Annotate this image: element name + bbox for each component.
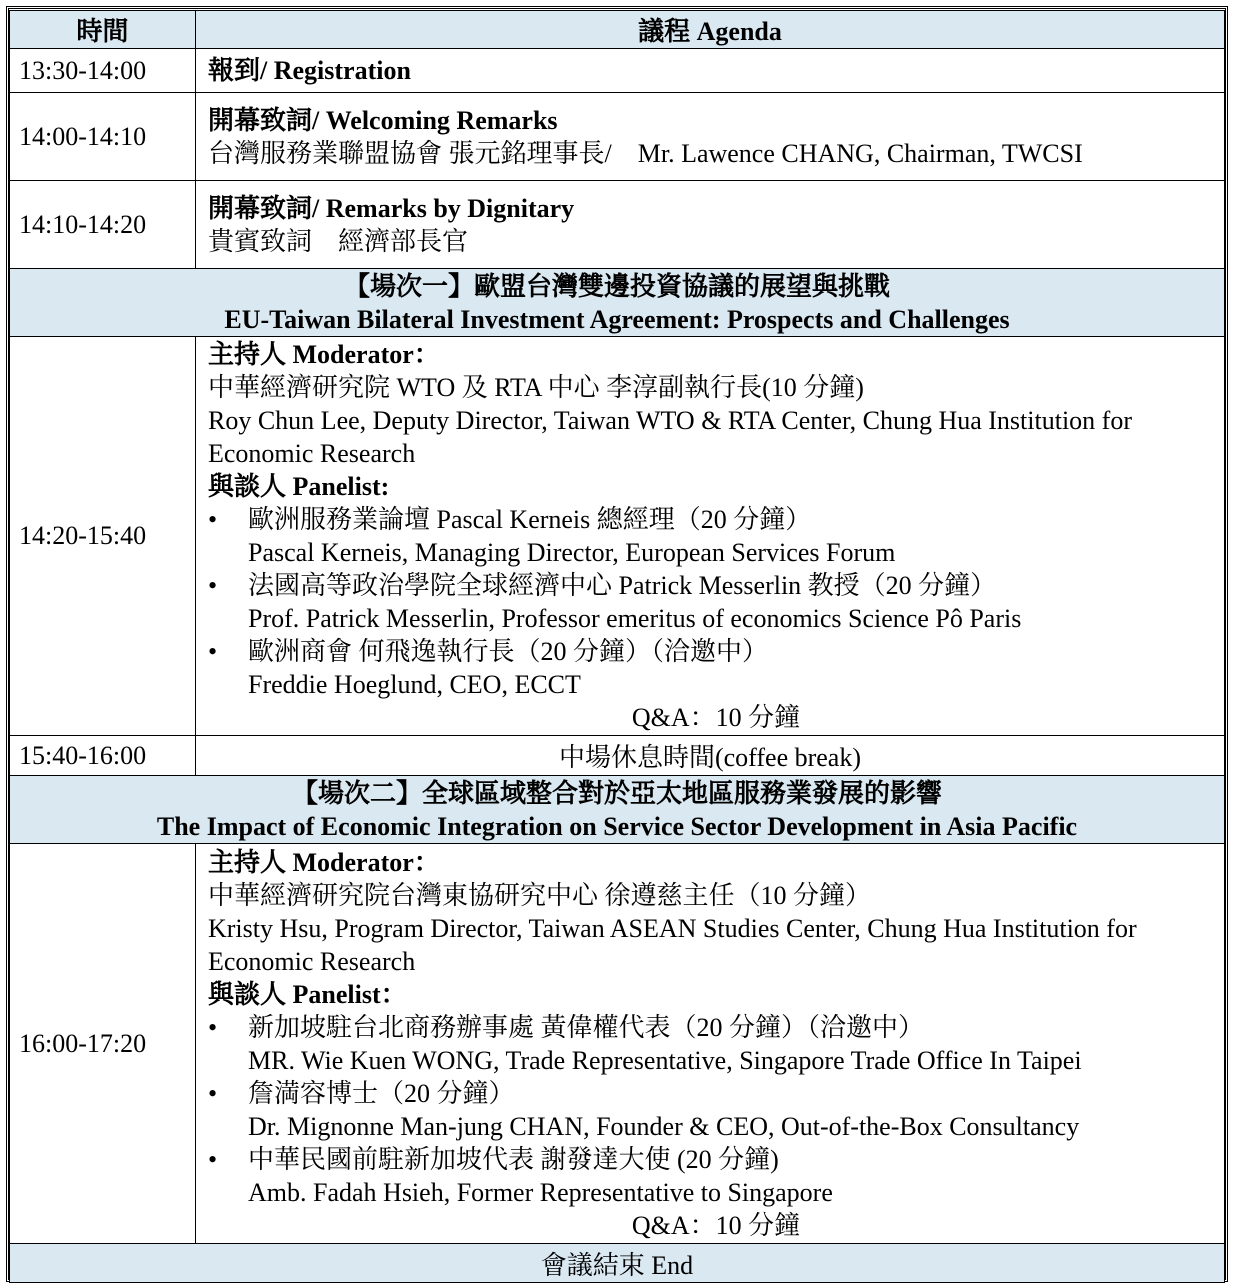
panelist-en: Prof. Patrick Messerlin, Professor emeritus of economics Science Pô Paris [248,604,1022,633]
time-cell: 14:10-14:20 [10,181,196,269]
session-1-row [10,337,1225,736]
end-row [10,1244,1225,1283]
qa-note: Q&A：10 分鐘 [631,1210,801,1240]
moderator-en: Roy Chun Lee, Deputy Director, Taiwan WTO & RTA Center, Chung Hua Institution for Economic Research [208,406,1132,468]
session-2-row [10,844,1225,1244]
moderator-zh: 中華經濟研究院 WTO 及 RTA 中心 李淳副執行長(10 分鐘) [208,373,864,402]
panelist-zh: 歐洲服務業論壇 Pascal Kerneis 總經理（20 分鐘） [248,505,812,534]
list-item [208,1143,1224,1209]
list-item [208,1011,1224,1077]
time-column-header: 時間 [10,11,196,49]
session-2-header-row [10,776,1225,844]
bullet-icon: • [208,571,218,600]
panelist-en: Amb. Fadah Hsieh, Former Representative to Singapore [248,1177,833,1207]
break-row [10,736,1225,776]
panelist-zh: 歐洲商會 何飛逸執行長（20 分鐘）（洽邀中） [248,637,769,666]
bullet-icon: • [208,505,218,534]
session-1-title-zh: 【場次一】歐盟台灣雙邊投資協議的展望與挑戰 [343,271,890,301]
panelist-label: 與談人 Panelist： [208,979,407,1009]
time-cell: 14:00-14:10 [10,93,196,181]
header-row [10,11,1225,49]
panelist-en: MR. Wie Kuen WONG, Trade Representative, Singapore Trade Office In Taipei [248,1045,1082,1075]
panelist-en: Freddie Hoeglund, CEO, ECCT [248,670,581,699]
table-row [10,49,1225,93]
agenda-item-title: 開幕致詞/ Welcoming Remarks [208,105,558,135]
panelist-list [208,503,1224,701]
bullet-icon: • [208,637,218,666]
agenda-item-detail: 貴賓致詞 經濟部長官 [208,226,469,256]
end-text: 會議結束 End [10,1244,1225,1283]
list-item [208,569,1224,635]
agenda-item-title: 開幕致詞/ Remarks by Dignitary [208,193,575,223]
time-cell: 13:30-14:00 [10,49,196,93]
panelist-list [208,1011,1224,1209]
list-item [208,503,1224,569]
moderator-label: 主持人 Moderator： [208,340,440,369]
moderator-label: 主持人 Moderator： [208,847,440,877]
session-1-header [10,269,1225,337]
panelist-en: Pascal Kerneis, Managing Director, European Services Forum [248,538,896,567]
bullet-icon: • [208,1144,218,1174]
agenda-table [9,10,1225,1283]
bullet-icon: • [208,1078,218,1108]
moderator-zh: 中華經濟研究院台灣東協研究中心 徐遵慈主任（10 分鐘） [208,880,872,910]
time-cell: 16:00-17:20 [10,844,196,1244]
agenda-column-header: 議程 Agenda [196,11,1225,49]
list-item [208,1077,1224,1143]
table-row [10,93,1225,181]
panelist-zh: 新加坡駐台北商務辦事處 黃偉權代表（20 分鐘）（洽邀中） [248,1012,925,1042]
session-1-header-row [10,269,1225,337]
moderator-en: Kristy Hsu, Program Director, Taiwan ASEAN Studies Center, Chung Hua Institution for Economic Research [208,913,1137,976]
agenda-item-detail: 台灣服務業聯盟協會 張元銘理事長/ Mr. Lawence CHANG, Chairman, TWCSI [208,138,1083,168]
session-2-title-en: The Impact of Economic Integration on Service Sector Development in Asia Pacific [156,811,1078,841]
session-1-title-en: EU-Taiwan Bilateral Investment Agreement: Prospects and Challenges [224,304,1010,334]
session-2-content [196,844,1225,1244]
session-1-content [196,337,1225,736]
session-2-title-zh: 【場次二】全球區域整合對於亞太地區服務業發展的影響 [291,778,942,808]
agenda-item [196,93,1225,181]
panelist-zh: 法國高等政治學院全球經濟中心 Patrick Messerlin 教授（20 分鐘） [248,571,997,600]
panelist-en: Dr. Mignonne Man-jung CHAN, Founder & CEO, Out-of-the-Box Consultancy [248,1111,1080,1141]
agenda-item [196,181,1225,269]
panelist-zh: 詹満容博士（20 分鐘） [248,1078,515,1108]
table-row [10,181,1225,269]
time-cell: 15:40-16:00 [10,736,196,776]
session-2-header [10,776,1225,844]
list-item [208,635,1224,701]
bullet-icon: • [208,1012,218,1042]
panelist-zh: 中華民國前駐新加坡代表 謝發達大使 (20 分鐘) [248,1144,779,1174]
qa-note: Q&A：10 分鐘 [631,703,801,732]
panelist-label: 與談人 Panelist: [208,472,390,501]
time-cell: 14:20-15:40 [10,337,196,736]
agenda-item-title: 報到/ Registration [196,49,1225,93]
break-text: 中場休息時間(coffee break) [196,736,1225,776]
